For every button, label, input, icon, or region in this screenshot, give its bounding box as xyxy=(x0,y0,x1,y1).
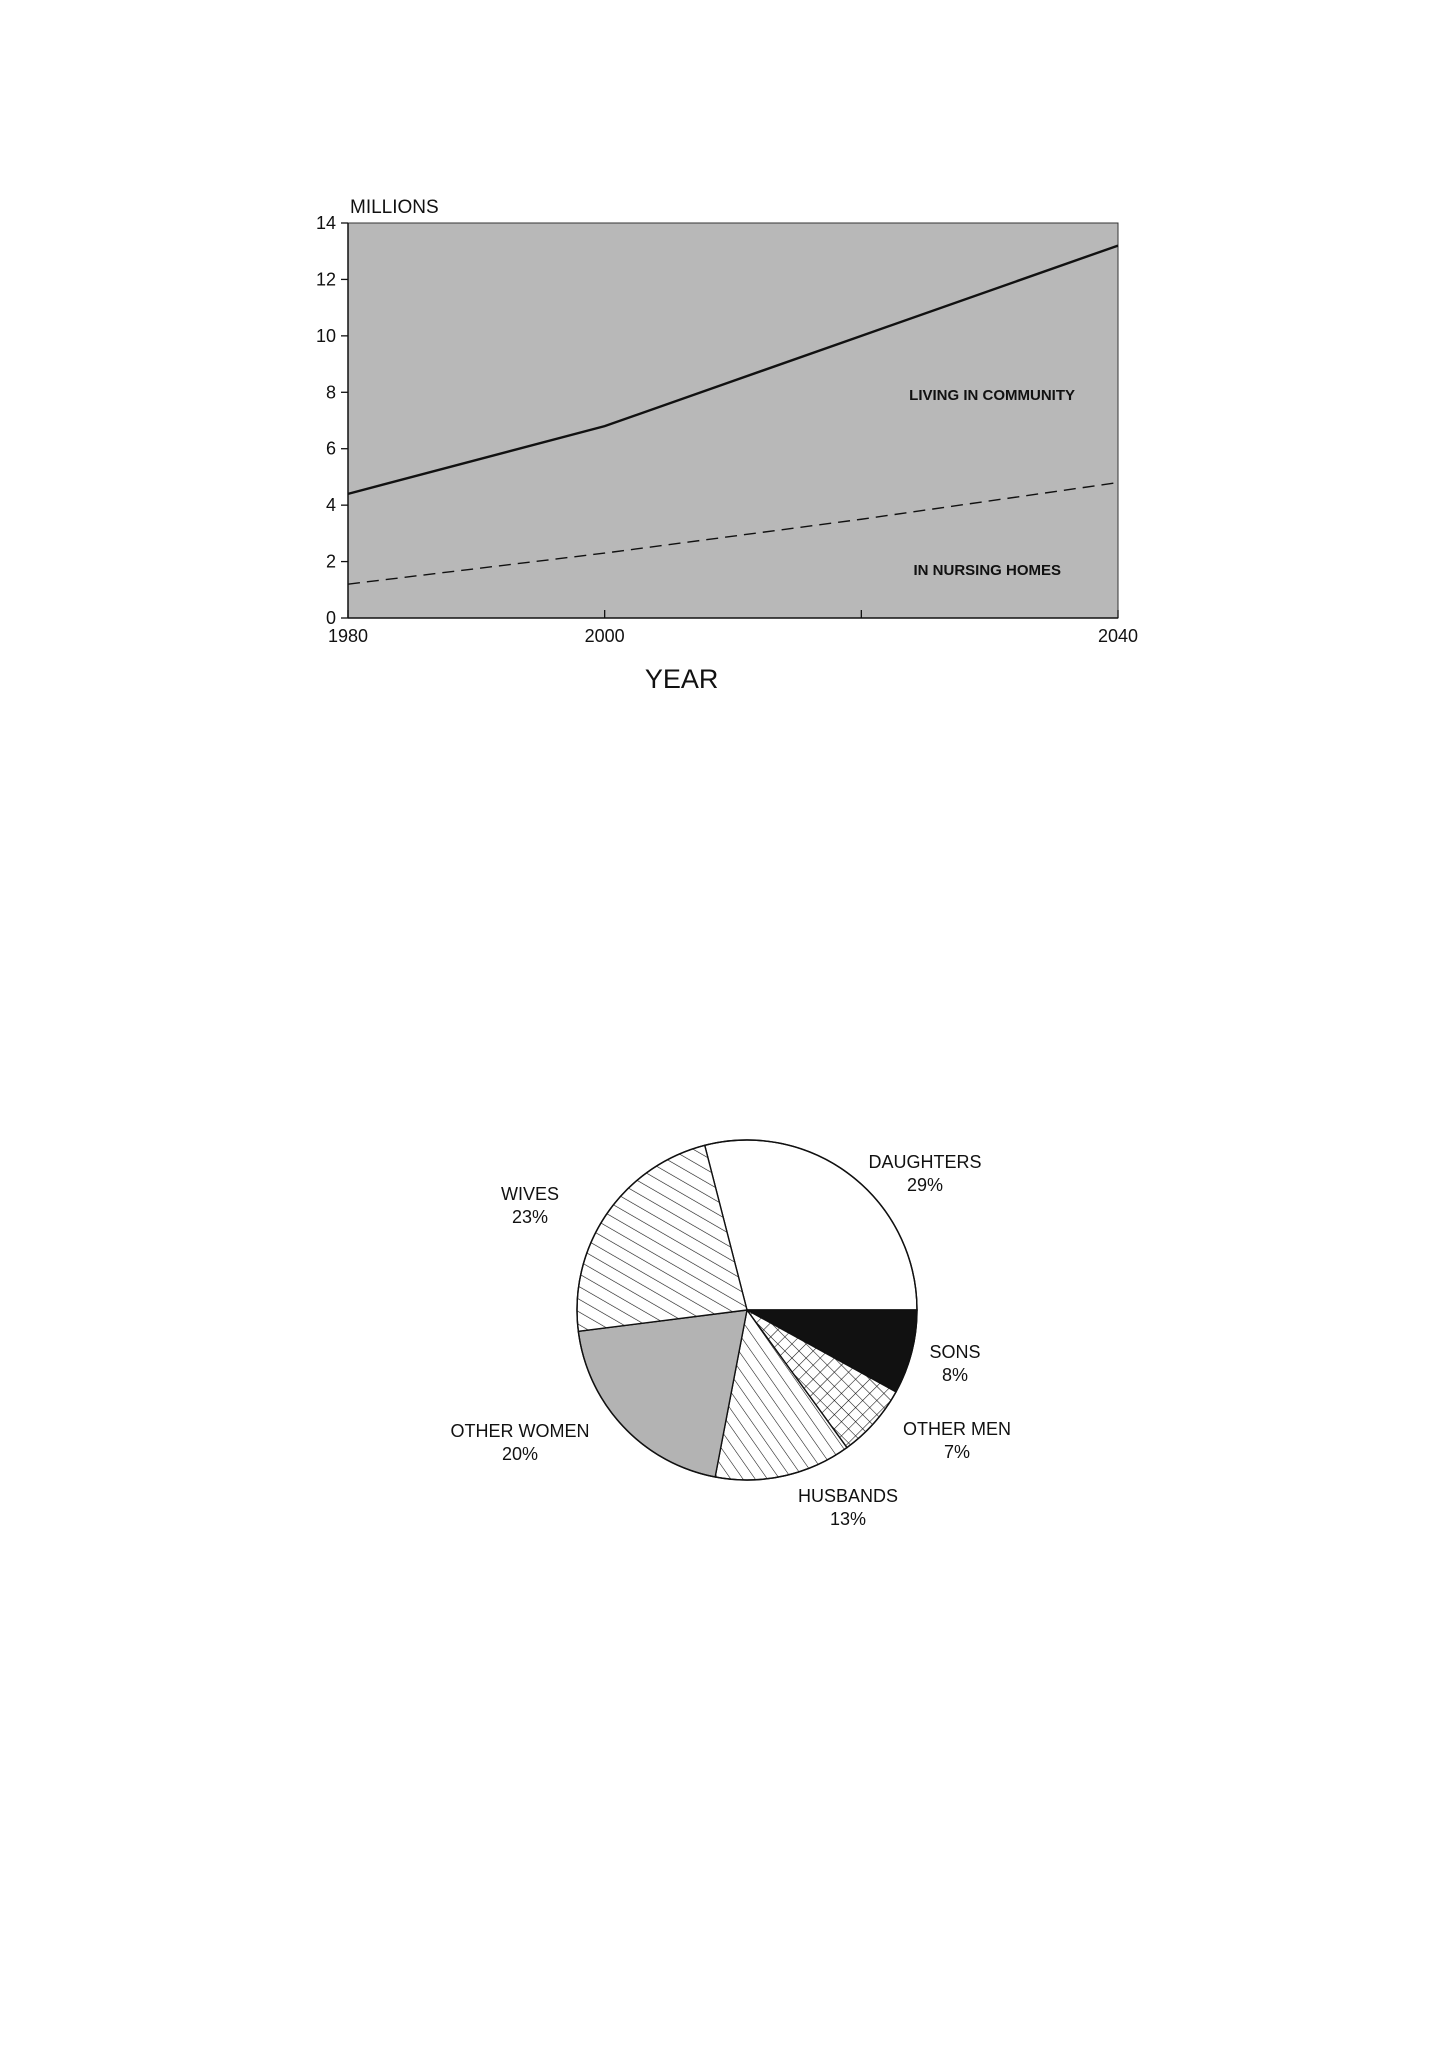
slice-label-5: OTHER WOMEN xyxy=(450,1421,590,1441)
y-tick-label: 8 xyxy=(325,382,336,403)
slice-pct-6: 23% xyxy=(511,1207,549,1227)
slice-label-3: OTHER MEN xyxy=(903,1419,1011,1439)
slice-pct-3: 7% xyxy=(943,1442,971,1462)
x-tick-label: 1980 xyxy=(327,626,369,646)
y-tick-label: 4 xyxy=(325,495,336,516)
series-label-1: LIVING IN COMMUNITY xyxy=(909,387,1075,404)
y-tick-label: 12 xyxy=(315,269,336,290)
y-tick-label: 6 xyxy=(325,438,336,459)
y-tick-label: 0 xyxy=(325,608,336,628)
slice-pct-2: 8% xyxy=(941,1365,969,1385)
y-axis-label: MILLIONS xyxy=(350,197,439,218)
y-tick-label: 2 xyxy=(325,551,336,572)
slice-label-1: DAUGHTERS xyxy=(868,1152,982,1172)
series-label-2: IN NURSING HOMES xyxy=(913,562,1061,579)
slice-label-6: WIVES xyxy=(500,1184,560,1204)
slice-pct-4: 13% xyxy=(829,1509,867,1529)
x-axis-label: YEAR xyxy=(644,664,719,694)
slice-pct-5: 20% xyxy=(501,1444,539,1464)
x-tick-label: 2040 xyxy=(1097,626,1139,646)
x-tick-label: 2000 xyxy=(584,626,625,646)
y-tick-label: 10 xyxy=(315,325,336,346)
slice-label-4: HUSBANDS xyxy=(797,1486,899,1506)
slice-label-2: SONS xyxy=(929,1342,981,1362)
slice-pct-1: 29% xyxy=(906,1175,944,1195)
y-tick-label: 14 xyxy=(315,213,336,233)
